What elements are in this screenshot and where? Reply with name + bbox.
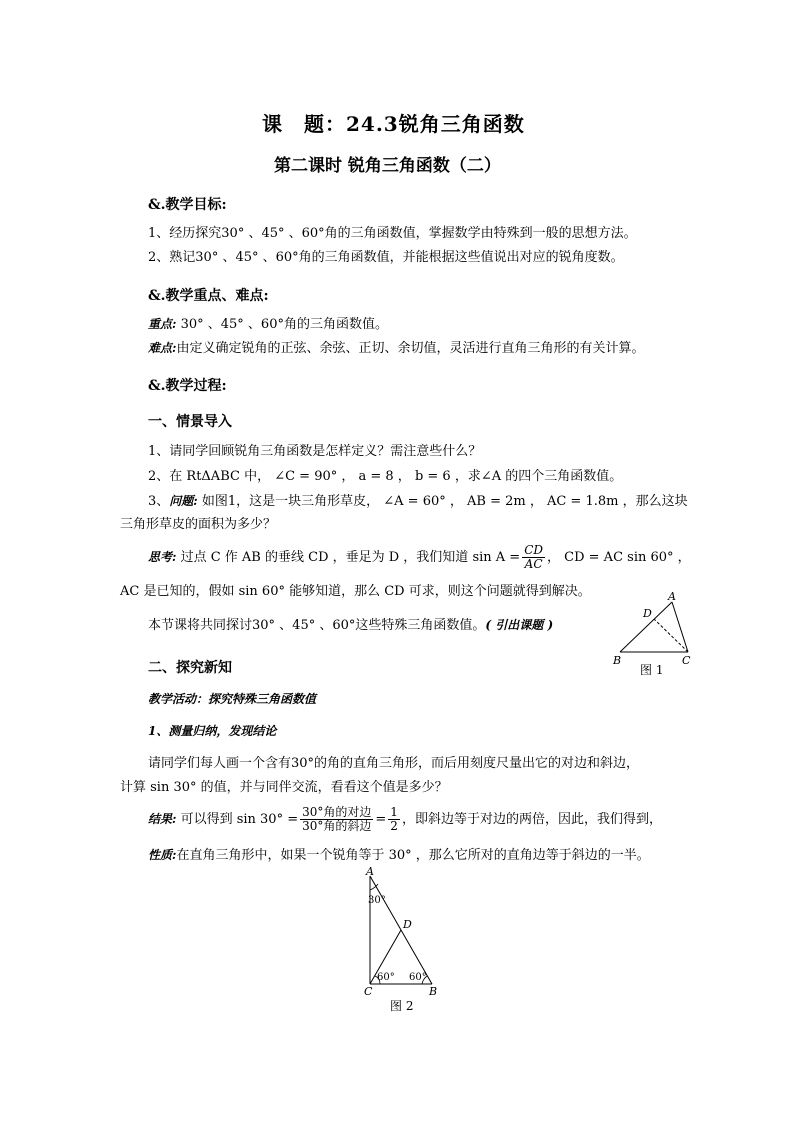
difficulty-text: 由定义确定锐角的正弦、余弦、正切、余切值，灵活进行直角三角形的有关计算。 — [176, 341, 645, 356]
process-heading: &.教学过程: — [148, 378, 227, 394]
goal-item: 2、熟记30° 、45° 、60°角的三角函数值，并能根据这些值说出对应的锐角度数。 — [148, 250, 624, 265]
question-3-line2: 三角形草皮的面积为多少？ — [120, 517, 277, 532]
activity-title: 教学活动：探究特殊三角函数值 — [148, 692, 317, 706]
property-line — [148, 847, 650, 864]
goals-heading: &.教学目标: — [148, 197, 227, 213]
intro-tag: ( 引出课题 ) — [485, 618, 554, 632]
label-b: B — [429, 985, 438, 996]
result-prefix: 可以得到 sin 30° = — [176, 812, 299, 827]
think-label: 思考: — [148, 550, 177, 564]
question-2: 2、在 RtΔABC 中， ∠C = 90° ， a = 8 ， b = 6 ，求∠A 的四个三角函数值。 — [148, 469, 623, 484]
page-subtitle: 第二课时 锐角三角函数（二） — [274, 156, 501, 176]
paragraph-line1: 请同学们每人画一个含有30°的角的直角三角形，而后用刻度尺量出它的对边和斜边， — [148, 756, 640, 771]
figure-1-caption: 图 1 — [640, 663, 664, 677]
keypoints-heading: &.教学重点、难点: — [148, 288, 269, 304]
fraction-denominator: 2 — [390, 819, 398, 833]
label-c: C — [364, 985, 373, 996]
question-3-prefix: 3、 — [148, 494, 170, 509]
fraction-denominator: 30°角的斜边 — [302, 819, 372, 833]
paragraph-line2: 计算 sin 30° 的值，并与同伴交流，看看这个值是多少？ — [120, 780, 448, 795]
page-title: 课 题：24.3锐角三角函数 — [262, 112, 525, 136]
sin-fraction — [522, 544, 545, 571]
question-3-text: 如图1，这是一块三角形草皮， ∠A = 60° ， AB = 2m ， AC = 1.8m ，那么这块 — [197, 494, 688, 509]
result-suffix: ，即斜边等于对边的两倍，因此，我们得到， — [401, 812, 662, 827]
question-label: 问题: — [169, 494, 198, 508]
think-text-2: ， CD = AC sin 60° ， — [547, 550, 691, 565]
figure-2 — [356, 866, 446, 996]
ratio-fraction — [300, 806, 373, 833]
section1-heading: 一、情景导入 — [148, 414, 232, 430]
label-c: C — [682, 654, 691, 667]
question-3 — [148, 493, 688, 510]
label-d: D — [643, 607, 652, 620]
property-label: 性质: — [148, 848, 177, 862]
angle-label-b: 60° — [409, 972, 427, 983]
equals-sign: = — [375, 812, 387, 827]
focus-line — [148, 316, 388, 333]
difficulty-line — [148, 340, 644, 357]
angle-label-c: 60° — [377, 972, 395, 983]
figure-2-caption: 图 2 — [390, 999, 414, 1013]
label-a: A — [366, 866, 374, 878]
label-a: A — [668, 590, 676, 603]
half-fraction — [388, 806, 400, 833]
fraction-denominator: AC — [524, 557, 543, 571]
subsection-1: 1、测量归纳，发现结论 — [148, 724, 277, 738]
focus-label: 重点: — [148, 317, 177, 331]
difficulty-label: 难点: — [148, 341, 177, 355]
question-1: 1、请同学回顾锐角三角函数是怎样定义？需注意些什么？ — [148, 444, 482, 459]
label-d: D — [403, 918, 412, 931]
fraction-numerator: 1 — [390, 805, 398, 819]
fraction-numerator: CD — [524, 543, 544, 557]
intro-text: 本节课将共同探讨30° 、45° 、60°这些特殊三角函数值。 — [148, 618, 486, 633]
intro-line — [148, 617, 553, 634]
focus-text: 30° 、45° 、60°角的三角函数值。 — [176, 317, 388, 332]
think-line2: AC 是已知的，假如 sin 60° 能够知道，那么 CD 可求，则这个问题就得到解决。 — [120, 584, 591, 599]
result-label: 结果: — [148, 812, 177, 826]
goal-item: 1、经历探究30° 、45° 、60°角的三角函数值，掌握数学由特殊到一般的思想方法。 — [148, 226, 637, 241]
fraction-numerator: 30°角的对边 — [302, 805, 372, 819]
think-text: 过点 C 作 AB 的垂线 CD ，垂足为 D ，我们知道 sin A = — [176, 550, 521, 565]
label-b: B — [613, 654, 622, 667]
figure-1 — [608, 590, 708, 670]
result-line — [148, 806, 662, 833]
angle-label-a: 30° — [368, 895, 386, 906]
property-text: 在直角三角形中，如果一个锐角等于 30° ，那么它所对的直角边等于斜边的一半。 — [176, 848, 650, 863]
section2-heading: 二、探究新知 — [148, 660, 232, 676]
think-line — [148, 544, 691, 571]
